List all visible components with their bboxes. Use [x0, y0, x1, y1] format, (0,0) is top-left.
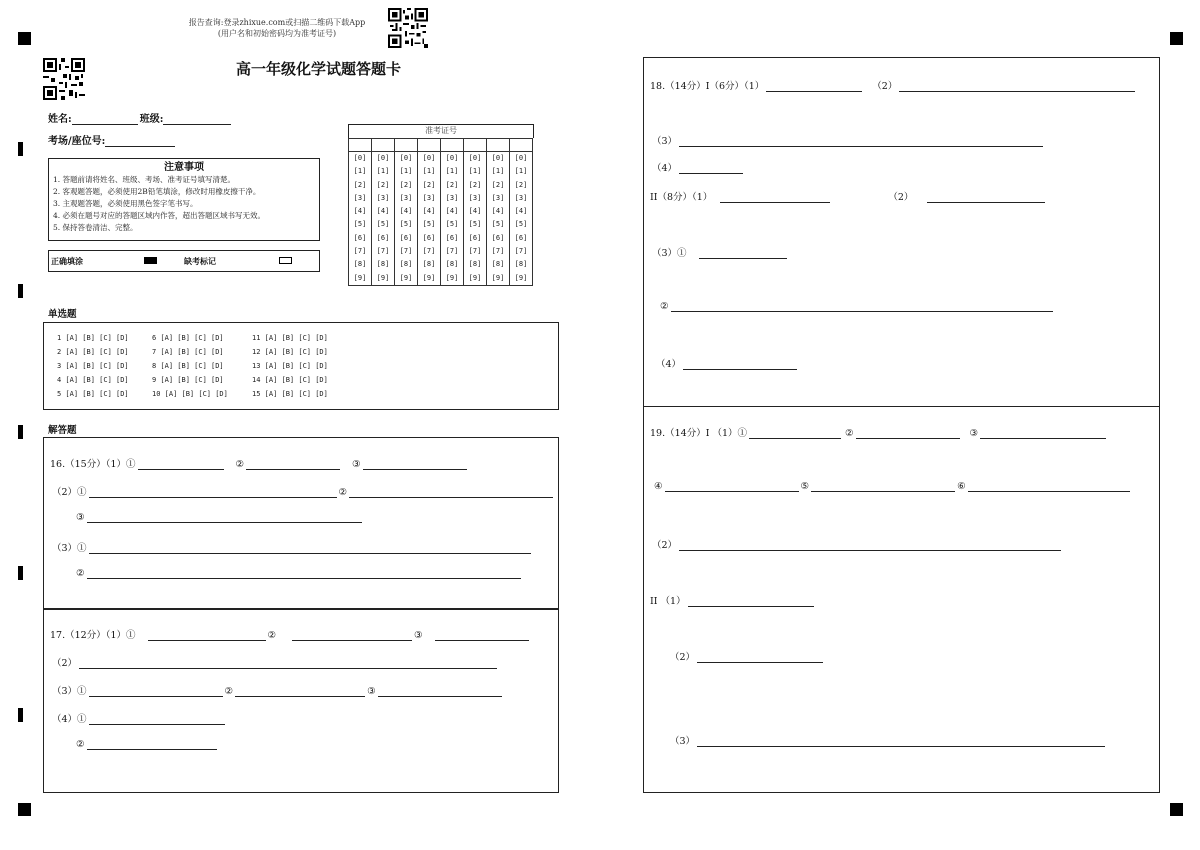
correct-fill-label: 正确填涂 — [51, 256, 83, 266]
name-label: 姓名: — [48, 114, 72, 125]
q19-line — [670, 733, 1107, 747]
answer-blank[interactable] — [349, 488, 553, 498]
timing-mark — [18, 566, 23, 580]
q17-p4: （4）① — [52, 714, 87, 725]
exam-id-digit-cell[interactable] — [372, 139, 395, 152]
q16-line — [76, 568, 523, 579]
q18-ii3: （3）① — [652, 248, 687, 259]
q16-head: 16.（15分）（1）① — [50, 459, 136, 470]
q16-c3: ③ — [352, 459, 361, 470]
q18-line — [652, 245, 789, 259]
report-info — [172, 17, 382, 39]
answer-blank[interactable] — [766, 82, 862, 92]
answer-blank[interactable] — [148, 631, 266, 641]
mc-row[interactable]: 4 [A] [B] [C] [D] 9 [A] [B] [C] [D] 14 [A] [B] [C] [D] — [57, 376, 328, 384]
answer-blank[interactable] — [89, 544, 531, 554]
timing-mark — [18, 142, 23, 156]
q16-p2: （2）① — [52, 487, 87, 498]
q19-c4: ④ — [654, 481, 663, 492]
answer-blank[interactable] — [246, 460, 340, 470]
q16-p3: （3）① — [52, 543, 87, 554]
q18-head: 18.（14分）I（6分）（1） — [650, 81, 765, 92]
exam-id-column[interactable]: [0] [1] [2] [3] [4] [5] [6] [7] [8] [9] — [441, 152, 464, 286]
mc-row[interactable]: 1 [A] [B] [C] [D] 6 [A] [B] [C] [D] 11 [A] [B] [C] [D] — [57, 334, 328, 342]
notice-item: 5. 保持答卷清洁、完整。 — [53, 223, 138, 232]
q17-p3: （3）① — [52, 686, 87, 697]
q19-line — [652, 537, 1063, 551]
correct-fill-sample — [144, 257, 157, 264]
q16-line — [52, 540, 533, 554]
answer-blank[interactable] — [435, 631, 529, 641]
answer-blank[interactable] — [87, 740, 217, 750]
report-line-1: 报告查询:登录zhixue.com或扫描二维码下载App — [188, 18, 366, 27]
exam-id-column[interactable]: [0] [1] [2] [3] [4] [5] [6] [7] [8] [9] — [372, 152, 395, 286]
exam-id-column[interactable]: [0] [1] [2] [3] [4] [5] [6] [7] [8] [9] — [487, 152, 510, 286]
q17-p4b: ② — [76, 739, 85, 750]
exam-id-digit-cell[interactable] — [464, 139, 487, 152]
answer-blank[interactable] — [235, 687, 365, 697]
corner-mark-top-left — [18, 32, 31, 45]
exam-id-digit-cell[interactable] — [510, 139, 533, 152]
answer-blank[interactable] — [968, 482, 1130, 492]
exam-id-grid — [348, 124, 534, 286]
answer-blank[interactable] — [89, 488, 337, 498]
exam-id-title-text: 准考证号 — [425, 126, 457, 135]
q18-line — [660, 301, 1055, 312]
q18-p4: （4） — [652, 163, 678, 174]
q16-c2: ② — [235, 459, 245, 470]
q17-line — [52, 683, 504, 697]
absent-mark-label: 缺考标记 — [184, 256, 216, 266]
name-field[interactable] — [72, 115, 138, 125]
q17-head: 17.（12分）（1）① — [50, 630, 136, 641]
q18-line — [650, 189, 1047, 203]
q16-p2b: ② — [338, 487, 348, 498]
answer-blank[interactable] — [720, 193, 830, 203]
q18-line — [656, 356, 799, 370]
exam-id-digit-cell[interactable] — [349, 139, 372, 152]
answer-blank[interactable] — [87, 569, 521, 579]
answer-blank[interactable] — [899, 82, 1135, 92]
q16-p3b: ② — [76, 568, 85, 579]
answer-blank[interactable] — [679, 541, 1061, 551]
timing-mark — [18, 284, 23, 298]
q17-line — [52, 711, 227, 725]
answer-blank[interactable] — [665, 482, 799, 492]
q18-ii: II（8分）（1） — [650, 192, 713, 203]
fill-legend — [48, 250, 320, 272]
q19-c2: ② — [845, 428, 854, 439]
answer-blank[interactable] — [688, 597, 814, 607]
q16-box — [43, 437, 559, 609]
answer-blank[interactable] — [378, 687, 502, 697]
q17-box — [43, 609, 559, 793]
answer-blank[interactable] — [138, 460, 224, 470]
answer-blank[interactable] — [856, 429, 960, 439]
exam-id-title — [348, 124, 534, 138]
q19-head: 19.（14分）I （1）① — [650, 428, 748, 439]
q17-c2: ② — [267, 630, 277, 641]
q19-c6: ⑥ — [957, 481, 966, 492]
q16-line — [52, 484, 555, 498]
answer-blank[interactable] — [697, 653, 823, 663]
q19-box — [643, 406, 1160, 793]
q19-p2: （2） — [652, 540, 678, 551]
answer-blank[interactable] — [363, 460, 467, 470]
class-label: 班级: — [139, 114, 164, 125]
answer-blank[interactable] — [89, 715, 225, 725]
notice-item: 1. 答题前请将姓名、班级、考场、准考证号填写清楚。 — [53, 175, 236, 184]
exam-id-digit-cell[interactable] — [418, 139, 441, 152]
exam-id-column[interactable]: [0] [1] [2] [3] [4] [5] [6] [7] [8] [9] — [349, 152, 372, 286]
notice-item: 2. 客观题答题，必须使用2B铅笔填涂，修改时用橡皮擦干净。 — [53, 187, 261, 196]
corner-mark-bottom-right — [1170, 803, 1183, 816]
q18-ii2: （2） — [888, 192, 914, 203]
notice-item: 4. 必须在题号对应的答题区域内作答，超出答题区域书写无效。 — [53, 211, 266, 220]
timing-mark — [18, 708, 23, 722]
single-choice-title: 单选题 — [48, 309, 77, 320]
q19-ii1: II （1） — [650, 596, 686, 607]
seat-label: 考场/座位号: — [48, 136, 106, 147]
q19-line — [650, 425, 1108, 439]
q18-line — [652, 160, 745, 174]
notice-title: 注意事项 — [164, 162, 204, 173]
notice-item: 3. 主观题答题，必须使用黑色签字笔书写。 — [53, 199, 198, 208]
answer-blank[interactable] — [679, 164, 743, 174]
q19-line — [650, 593, 816, 607]
exam-id-column[interactable]: [0] [1] [2] [3] [4] [5] [6] [7] [8] [9] — [510, 152, 533, 286]
q18-line — [652, 133, 1045, 147]
q19-line — [670, 649, 825, 663]
exam-id-digit-cell[interactable] — [441, 139, 464, 152]
exam-id-column[interactable]: [0] [1] [2] [3] [4] [5] [6] [7] [8] [9] — [395, 152, 418, 286]
page-title: 高一年级化学试题答题卡 — [236, 60, 402, 78]
corner-mark-bottom-left — [18, 803, 31, 816]
mc-row[interactable]: 2 [A] [B] [C] [D] 7 [A] [B] [C] [D] 12 [A] [B] [C] [D] — [57, 348, 328, 356]
mc-row[interactable]: 3 [A] [B] [C] [D] 8 [A] [B] [C] [D] 13 [A] [B] [C] [D] — [57, 362, 328, 370]
timing-mark — [18, 425, 23, 439]
answer-blank[interactable] — [927, 193, 1045, 203]
answer-blank[interactable] — [749, 429, 841, 439]
single-choice-box — [43, 322, 559, 410]
q19-c3: ③ — [969, 428, 979, 439]
q19-line — [654, 481, 1132, 492]
q17-p3c: ③ — [367, 686, 376, 697]
report-line-2: (用户名和初始密码均为准考证号) — [217, 29, 337, 38]
q19-ii3: （3） — [670, 736, 696, 747]
answer-blank[interactable] — [292, 631, 412, 641]
q17-line — [50, 627, 531, 641]
answer-blank[interactable] — [679, 137, 1043, 147]
q18-p3: （3） — [652, 136, 678, 147]
app-qr-code — [388, 8, 428, 48]
q17-line — [76, 739, 219, 750]
exam-id-column[interactable]: [0] [1] [2] [3] [4] [5] [6] [7] [8] [9] — [418, 152, 441, 286]
q17-c3: ③ — [414, 630, 423, 641]
absent-mark-box[interactable] — [279, 257, 292, 264]
card-qr-code — [43, 58, 85, 100]
class-field[interactable] — [163, 115, 231, 125]
q16-p2c: ③ — [76, 512, 85, 523]
answer-blank[interactable] — [697, 737, 1105, 747]
q17-p3b: ② — [224, 686, 234, 697]
q18-ii3b: ② — [660, 301, 669, 312]
exam-id-column[interactable]: [0] [1] [2] [3] [4] [5] [6] [7] [8] [9] — [464, 152, 487, 286]
answer-blank[interactable] — [671, 302, 1053, 312]
q18-box — [643, 57, 1160, 407]
answer-blank[interactable] — [980, 429, 1106, 439]
answer-blank[interactable] — [79, 659, 497, 669]
answer-section-title: 解答题 — [48, 425, 77, 436]
q18-ii4: （4） — [656, 359, 682, 370]
q18-h2: （2） — [872, 81, 898, 92]
answer-blank[interactable] — [89, 687, 223, 697]
student-info — [48, 110, 231, 147]
q16-line — [50, 456, 469, 470]
notice-box — [48, 158, 320, 241]
seat-field[interactable] — [105, 137, 175, 147]
q18-line — [650, 78, 1137, 92]
mc-row[interactable]: 5 [A] [B] [C] [D] 10 [A] [B] [C] [D] 15 [A] [B] [C] [D] — [57, 390, 328, 398]
exam-id-digit-cell[interactable] — [487, 139, 510, 152]
q19-c5: ⑤ — [800, 481, 810, 492]
q16-line — [76, 512, 364, 523]
answer-blank[interactable] — [699, 249, 787, 259]
answer-blank[interactable] — [87, 513, 362, 523]
answer-blank[interactable] — [683, 360, 797, 370]
exam-id-digit-cell[interactable] — [395, 139, 418, 152]
q17-line — [52, 655, 499, 669]
q17-p2: （2） — [52, 658, 78, 669]
corner-mark-top-right — [1170, 32, 1183, 45]
answer-blank[interactable] — [811, 482, 955, 492]
q19-ii2: （2） — [670, 652, 696, 663]
